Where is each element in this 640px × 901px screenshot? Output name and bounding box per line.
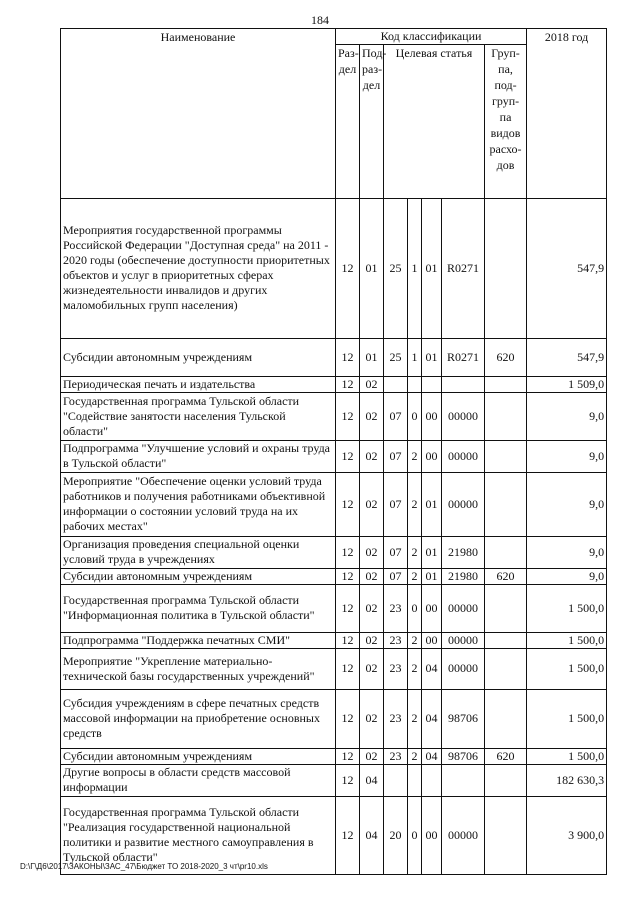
- row-target-subprogram: 2: [408, 472, 422, 536]
- row-name: Периодическая печать и издательства: [61, 376, 336, 392]
- row-amount: 9,0: [527, 392, 607, 440]
- row-name: Подпрограмма "Улучшение условий и охраны труда в Тульской области": [61, 440, 336, 472]
- row-target-activity: 01: [422, 568, 442, 584]
- row-target-activity: 00: [422, 632, 442, 648]
- row-podrazdel: 01: [360, 338, 384, 376]
- row-amount: 547,9: [527, 198, 607, 338]
- row-name: Мероприятие "Укрепление материально-технической базы государственных учреждений": [61, 648, 336, 689]
- row-amount: 1 500,0: [527, 632, 607, 648]
- row-expense-group: [485, 198, 527, 338]
- row-podrazdel: 02: [360, 689, 384, 748]
- row-podrazdel: 02: [360, 568, 384, 584]
- row-podrazdel: 02: [360, 536, 384, 568]
- table-row: [61, 584, 607, 632]
- row-expense-group: [485, 584, 527, 632]
- row-name: Мероприятия государственной программы Российской Федерации "Доступная среда" на 2011 - 2020 годы (обеспечение доступности приоритетных объектов и услуг в приоритетных сферах жизнедеятельности инвалидов и других маломобильных групп населения): [61, 198, 336, 338]
- table-row: [61, 536, 607, 568]
- row-name: Другие вопросы в области средств массовой информации: [61, 764, 336, 796]
- row-target-activity: 01: [422, 472, 442, 536]
- row-amount: 1 500,0: [527, 648, 607, 689]
- row-name: Субсидия учреждениям в сфере печатных средств массовой информации на приобретение основных средств: [61, 689, 336, 748]
- row-target-subprogram: 1: [408, 338, 422, 376]
- row-razdel: 12: [336, 440, 360, 472]
- row-name: Мероприятие "Обеспечение оценки условий труда работников и получения работниками объективной информации о состоянии условий труда на их рабочих местах": [61, 472, 336, 536]
- row-amount: 9,0: [527, 440, 607, 472]
- row-amount: 1 500,0: [527, 748, 607, 764]
- row-target-direction: 00000: [442, 584, 485, 632]
- row-razdel: 12: [336, 472, 360, 536]
- row-podrazdel: 02: [360, 440, 384, 472]
- row-target-activity: 01: [422, 536, 442, 568]
- row-podrazdel: 02: [360, 748, 384, 764]
- row-target-direction: 00000: [442, 392, 485, 440]
- row-target-subprogram: 2: [408, 632, 422, 648]
- table-row: [61, 338, 607, 376]
- row-target-program: 07: [384, 568, 408, 584]
- row-podrazdel: 02: [360, 584, 384, 632]
- row-podrazdel: 01: [360, 198, 384, 338]
- row-target-subprogram: 2: [408, 536, 422, 568]
- row-razdel: 12: [336, 198, 360, 338]
- table-row: [61, 198, 607, 338]
- row-razdel: 12: [336, 748, 360, 764]
- row-podrazdel: 04: [360, 764, 384, 796]
- row-razdel: 12: [336, 568, 360, 584]
- row-target-subprogram: 2: [408, 568, 422, 584]
- row-target-subprogram: 2: [408, 648, 422, 689]
- row-name: Субсидии автономным учреждениям: [61, 338, 336, 376]
- row-target-activity: 00: [422, 584, 442, 632]
- row-target-program: [384, 764, 408, 796]
- table-row: [61, 376, 607, 392]
- row-target-subprogram: [408, 764, 422, 796]
- header-razdel: Раз- дел: [336, 45, 360, 199]
- row-target-subprogram: 0: [408, 796, 422, 874]
- row-razdel: 12: [336, 648, 360, 689]
- row-expense-group: 620: [485, 338, 527, 376]
- row-target-direction: 98706: [442, 689, 485, 748]
- row-name: Государственная программа Тульской области "Содействие занятости населения Тульской области": [61, 392, 336, 440]
- row-target-subprogram: 2: [408, 689, 422, 748]
- row-target-activity: 01: [422, 198, 442, 338]
- row-razdel: 12: [336, 536, 360, 568]
- row-expense-group: [485, 689, 527, 748]
- header-classification: Код классификации: [336, 29, 527, 45]
- row-amount: 547,9: [527, 338, 607, 376]
- row-amount: 9,0: [527, 472, 607, 536]
- row-podrazdel: 02: [360, 632, 384, 648]
- row-target-direction: 21980: [442, 536, 485, 568]
- row-target-program: 25: [384, 198, 408, 338]
- table-row: [61, 632, 607, 648]
- table-row: [61, 748, 607, 764]
- row-expense-group: [485, 764, 527, 796]
- row-amount: 1 509,0: [527, 376, 607, 392]
- row-target-subprogram: [408, 376, 422, 392]
- row-target-subprogram: 2: [408, 748, 422, 764]
- row-expense-group: 620: [485, 568, 527, 584]
- header-target: Целевая статья: [384, 45, 485, 62]
- row-target-subprogram: 1: [408, 198, 422, 338]
- row-target-activity: 00: [422, 440, 442, 472]
- row-name: Субсидии автономным учреждениям: [61, 568, 336, 584]
- row-expense-group: [485, 648, 527, 689]
- row-target-activity: 04: [422, 748, 442, 764]
- row-target-program: [384, 376, 408, 392]
- row-target-direction: [442, 376, 485, 392]
- row-target-subprogram: 0: [408, 584, 422, 632]
- row-target-program: 07: [384, 536, 408, 568]
- row-target-program: 20: [384, 796, 408, 874]
- row-podrazdel: 02: [360, 392, 384, 440]
- table-body: [61, 198, 607, 874]
- row-target-activity: 00: [422, 796, 442, 874]
- row-target-direction: 00000: [442, 632, 485, 648]
- row-amount: 3 900,0: [527, 796, 607, 874]
- header-year: 2018 год: [527, 29, 607, 199]
- row-target-program: 23: [384, 632, 408, 648]
- row-razdel: 12: [336, 392, 360, 440]
- row-name: Подпрограмма "Поддержка печатных СМИ": [61, 632, 336, 648]
- header-group: Груп- па, под- груп- па видов расхо- дов: [485, 45, 527, 199]
- row-podrazdel: 04: [360, 796, 384, 874]
- table-row: [61, 764, 607, 796]
- row-target-program: 23: [384, 748, 408, 764]
- row-amount: 1 500,0: [527, 689, 607, 748]
- row-target-direction: 00000: [442, 796, 485, 874]
- table-row: [61, 648, 607, 689]
- row-expense-group: [485, 632, 527, 648]
- row-target-direction: 98706: [442, 748, 485, 764]
- file-path-footer: D:\Г\Д6\2017\ЗАКОНЫ\ЗАС_47\Бюджет ТО 2018-2020_3 чт\pr10.xls: [20, 862, 268, 871]
- row-amount: 1 500,0: [527, 584, 607, 632]
- row-expense-group: [485, 472, 527, 536]
- row-razdel: 12: [336, 338, 360, 376]
- row-razdel: 12: [336, 632, 360, 648]
- row-target-program: 23: [384, 689, 408, 748]
- row-amount: 9,0: [527, 568, 607, 584]
- row-amount: 9,0: [527, 536, 607, 568]
- budget-table: [60, 28, 607, 875]
- row-target-activity: [422, 376, 442, 392]
- header-podrazdel: Под- раз- дел: [360, 45, 384, 199]
- row-name: Субсидии автономным учреждениям: [61, 748, 336, 764]
- header-name: Наименование: [61, 29, 336, 199]
- row-expense-group: [485, 392, 527, 440]
- page-number: 184: [311, 13, 329, 27]
- row-target-activity: 01: [422, 338, 442, 376]
- table-row: [61, 472, 607, 536]
- row-podrazdel: 02: [360, 376, 384, 392]
- row-razdel: 12: [336, 689, 360, 748]
- row-target-program: 23: [384, 648, 408, 689]
- row-target-program: 07: [384, 392, 408, 440]
- row-target-activity: 00: [422, 392, 442, 440]
- row-target-program: 25: [384, 338, 408, 376]
- row-target-program: 07: [384, 440, 408, 472]
- row-target-subprogram: 0: [408, 392, 422, 440]
- row-target-direction: R0271: [442, 198, 485, 338]
- row-name: Организация проведения специальной оценки условий труда в учреждениях: [61, 536, 336, 568]
- row-razdel: 12: [336, 376, 360, 392]
- row-target-direction: [442, 764, 485, 796]
- table-row: [61, 440, 607, 472]
- row-razdel: 12: [336, 764, 360, 796]
- table-row: [61, 689, 607, 748]
- row-target-direction: R0271: [442, 338, 485, 376]
- row-target-direction: 21980: [442, 568, 485, 584]
- row-podrazdel: 02: [360, 472, 384, 536]
- row-name: Государственная программа Тульской области "Реализация государственной национальной политики и развитие местного самоуправления в Тульской области": [61, 796, 336, 874]
- row-target-activity: 04: [422, 689, 442, 748]
- row-name: Государственная программа Тульской области "Информационная политика в Тульской области": [61, 584, 336, 632]
- row-target-program: 23: [384, 584, 408, 632]
- row-expense-group: [485, 440, 527, 472]
- row-amount: 182 630,3: [527, 764, 607, 796]
- row-target-activity: [422, 764, 442, 796]
- row-expense-group: [485, 796, 527, 874]
- row-expense-group: 620: [485, 748, 527, 764]
- row-target-subprogram: 2: [408, 440, 422, 472]
- table-row: [61, 392, 607, 440]
- row-expense-group: [485, 376, 527, 392]
- row-razdel: 12: [336, 584, 360, 632]
- row-expense-group: [485, 536, 527, 568]
- row-target-direction: 00000: [442, 472, 485, 536]
- table-row: [61, 568, 607, 584]
- row-target-program: 07: [384, 472, 408, 536]
- row-razdel: 12: [336, 796, 360, 874]
- row-target-direction: 00000: [442, 440, 485, 472]
- row-target-direction: 00000: [442, 648, 485, 689]
- header-target-spacer: [384, 61, 485, 198]
- row-podrazdel: 02: [360, 648, 384, 689]
- row-target-activity: 04: [422, 648, 442, 689]
